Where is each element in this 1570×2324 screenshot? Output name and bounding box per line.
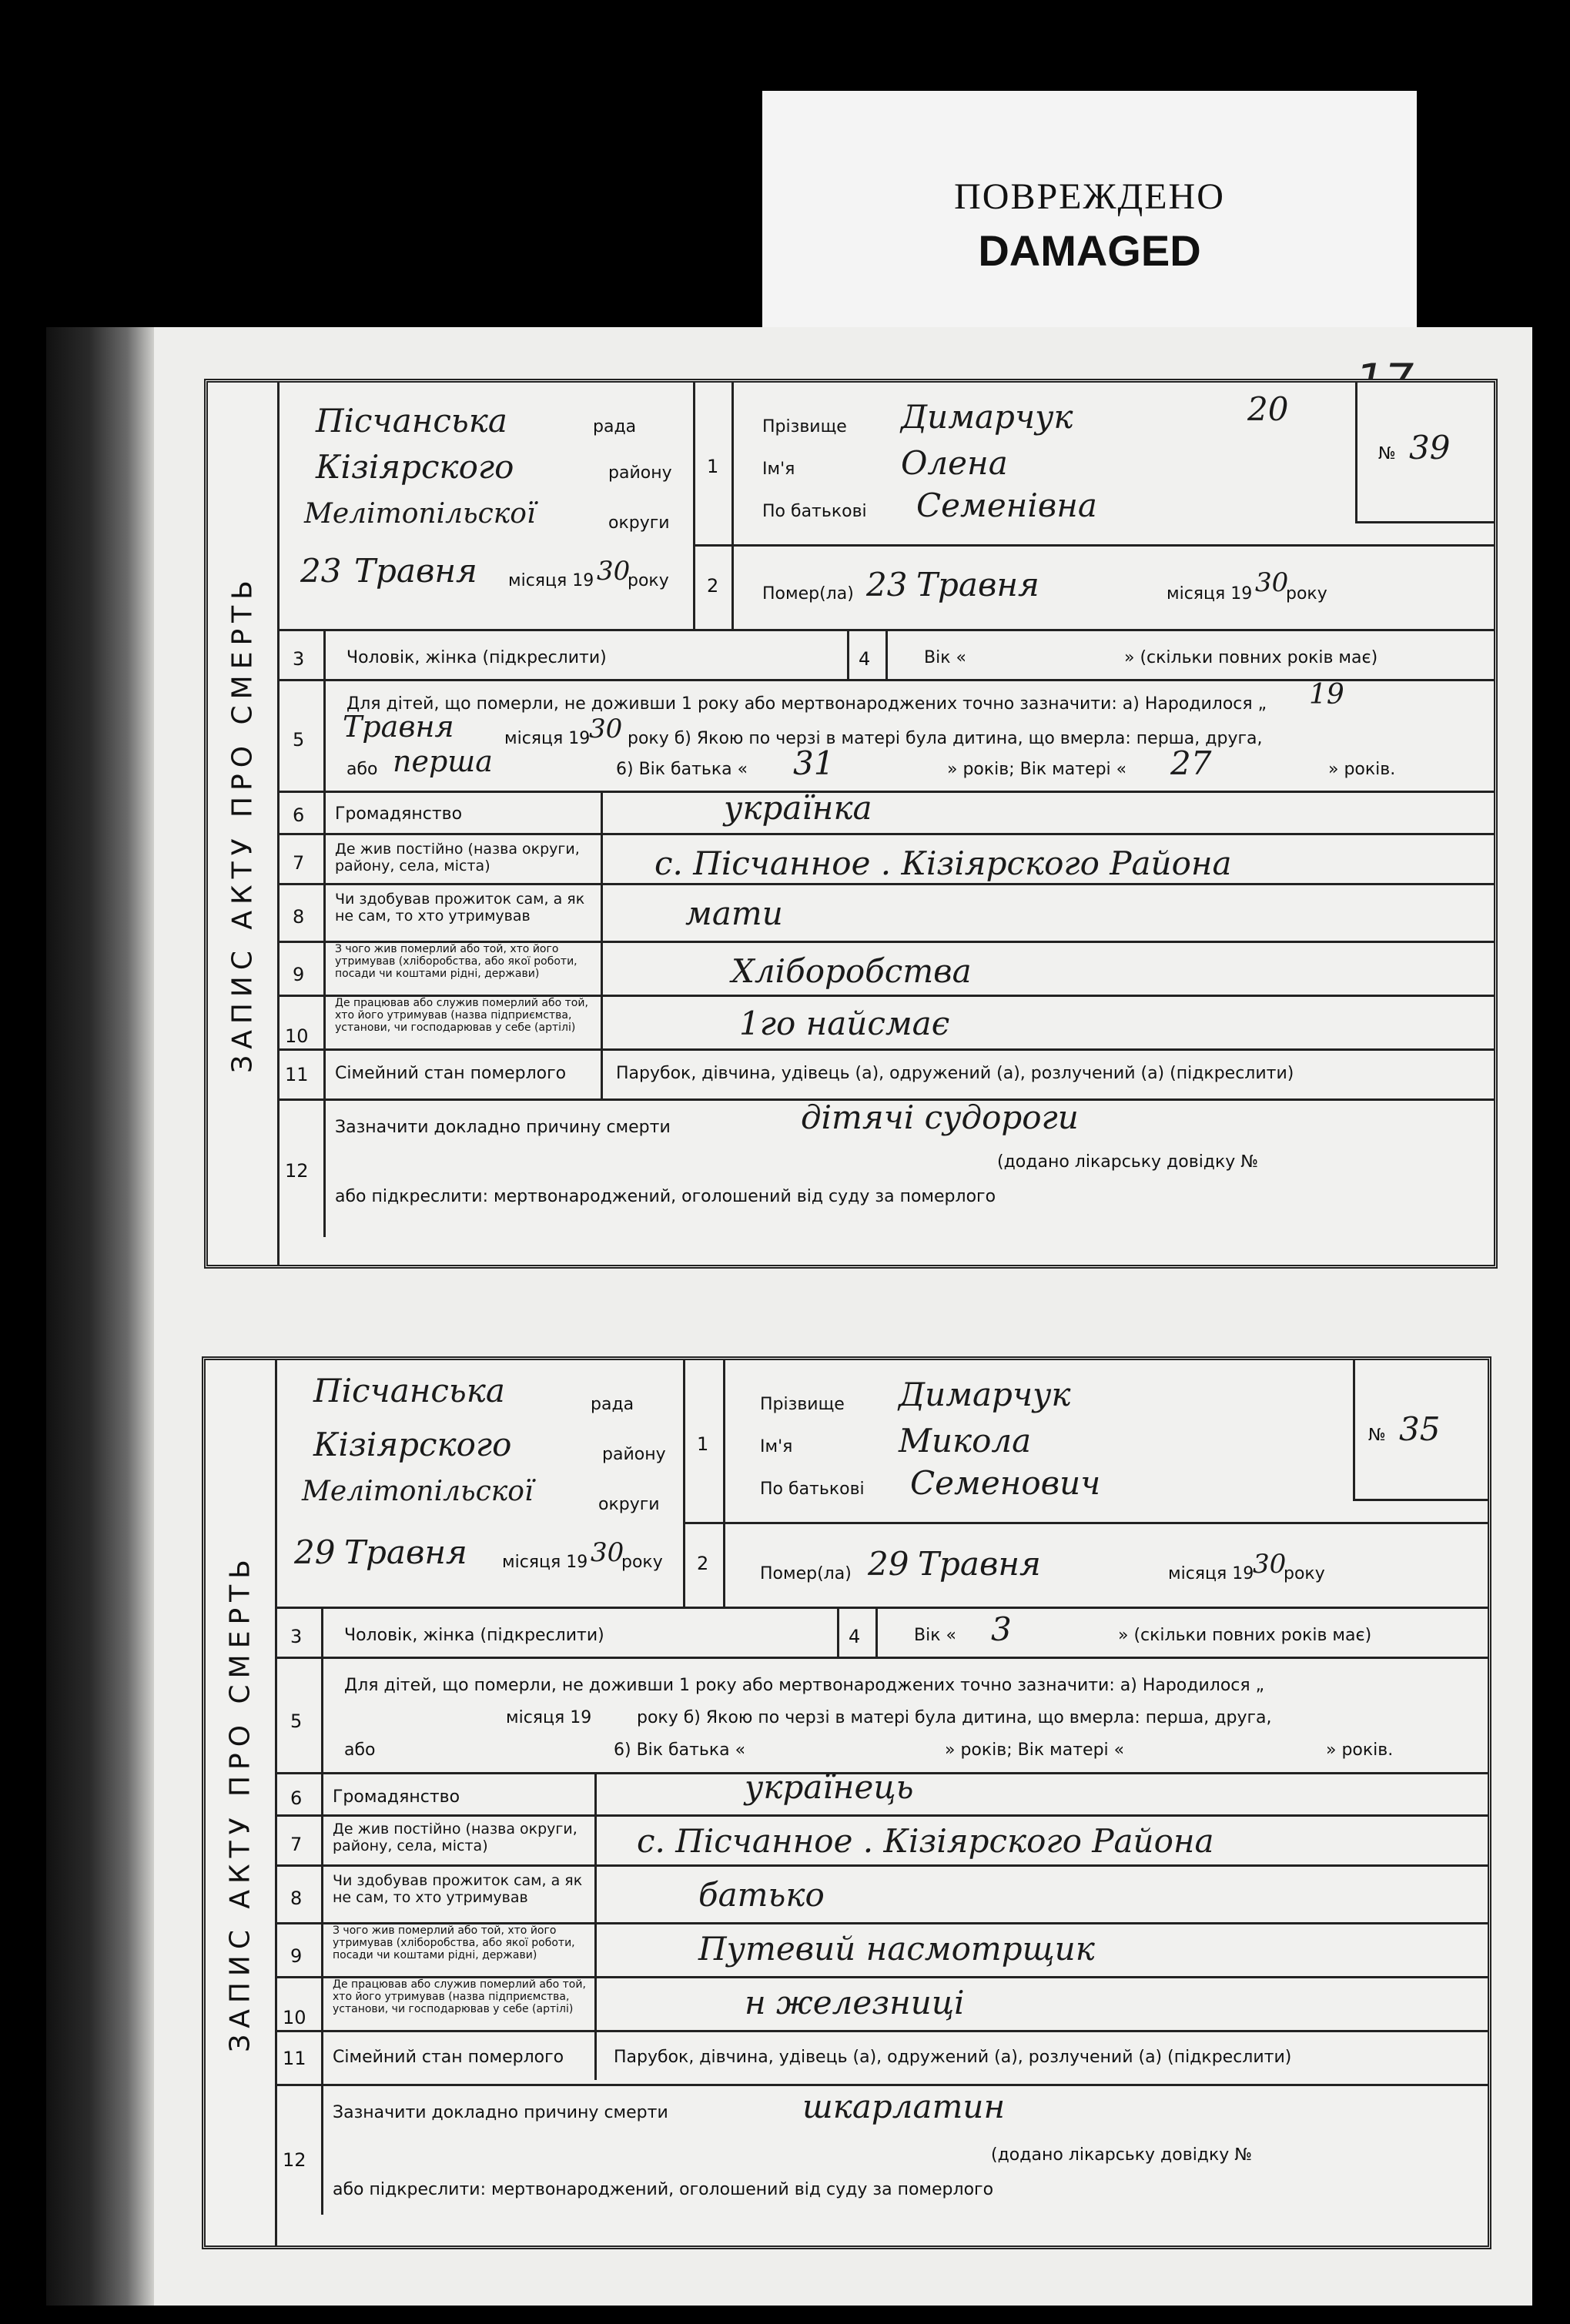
cause-value: дітячі судороги: [801, 1098, 1079, 1136]
number-extra: 20: [1247, 390, 1289, 428]
row5-or: або: [344, 1740, 376, 1760]
father-age-label: 6) Вік батька «: [614, 1740, 746, 1760]
damaged-label-ru: ПОВРЕЖДЕНО: [954, 176, 1225, 217]
employer-label: Де працював або служив померлий або той, хто його утримував (назва підприємства, установи, чи господарював у себе (артілі): [333, 1978, 586, 2015]
raion-label: району: [608, 463, 672, 483]
died-label: Помер(ла): [760, 1564, 852, 1583]
residence-label: Де жив постійно (назва округи, району, села, міста): [333, 1821, 577, 1854]
mother-age-label: » років; Вік матері «: [945, 1740, 1125, 1760]
name-label: Ім'я: [760, 1437, 793, 1456]
age-end: » (скільки повних років має): [1118, 1626, 1372, 1645]
damaged-label: [762, 91, 1417, 337]
damaged-edge: [46, 327, 154, 2306]
surname-value: Димарчук: [899, 1376, 1071, 1413]
row5-line2b: року б) Якою по черзі в матері була дитина, що вмерла: перша, друга,: [628, 729, 1263, 748]
death-day: 23: [866, 566, 908, 604]
cause-label: Зазначити докладно причину смерти: [335, 1118, 671, 1137]
mother-age: 27: [1170, 744, 1212, 782]
reg-day: 29: [294, 1533, 336, 1571]
name-value: Микола: [899, 1422, 1032, 1460]
born-day: 19: [1309, 679, 1344, 711]
family-status-label: Сімейний стан померлого: [333, 2048, 564, 2067]
reg-month: Травня: [344, 1533, 467, 1571]
employer-value: 1го найсмає: [739, 1005, 950, 1042]
rada-label: рада: [591, 1395, 634, 1414]
number-label: №: [1378, 444, 1396, 463]
livelihood-label: Чи здобував прожиток сам, а як не сам, то хто утримував: [333, 1872, 583, 1906]
mother-age-label: » років; Вік матері «: [947, 760, 1127, 779]
side-title: ЗАПИС АКТУ ПРО СМЕРТЬ: [226, 574, 259, 1073]
reg-month-label: місяця 19: [508, 571, 594, 590]
row5-or: або: [346, 760, 378, 779]
patronymic-label: По батькові: [762, 502, 867, 521]
livelihood-value: батько: [698, 1876, 825, 1914]
number-label: №: [1368, 1426, 1386, 1445]
surname-label: Прізвище: [762, 417, 847, 436]
died-label: Помер(ла): [762, 584, 854, 604]
reg-month-label: місяця 19: [502, 1553, 588, 1572]
cause-note: (додано лікарську довідку №: [991, 2145, 1253, 2165]
death-month: Травня: [916, 566, 1039, 604]
row5-line2b: року б) Якою по черзі в матері була дитина, що вмерла: перша, друга,: [637, 1708, 1272, 1727]
age-label: Вік «: [924, 648, 966, 667]
row5-line2: місяця 19: [506, 1708, 592, 1727]
death-record-2: ЗАПИС АКТУ ПРО СМЕРТЬ 1 2 Пісчанська рада Кізіярского району Мелітопільскої округи 29 Травня місяця 19 30 року Прізвище Димарчук Ім'я Микола По батькові Семенович № 35 Помер(ла) 29 Травня місяця 19 30 року 3 Чоловік, жінка (підкреслити) 4 Вік « 3 » (скільки повних років має) 5 Для дітей, що померли, не доживши 1 року або мертвонароджених точно зазначити: а) Народилося „ місяця 19 року б) Якою по черзі в матері була дитина, що вмерла: перша, друга, або 6) Вік батька « » років; Вік матері « » років. 6 Громадянство українець 7 Де жив постійно (назва округи, району, села, міста) с. Пісчанное . Кізіярского Района 8 Чи здобував прожиток сам, а як не сам, то хто утримував батько 9 З чого жив померлий або той, хто його утримував (хліборобства, або якої роботи, посади чи коштами рідні, держави) Путевий насмотрщик 10 Де працював або служив померлий або той, хто його утримував (назва підприємства, установи, чи господарював у себе (артілі) н железниці 11 Сімейний стан померлого Парубок, дівчина, удівець (а), одружений (а), розлучений (а) (підкреслити) 12 Зазначити докладно причину смерти шкарлатин (додано лікарську довідку № або підкреслити: мертвонароджений, оголошений від суду за померлого: [202, 1356, 1491, 2249]
sex-label: Чоловік, жінка (підкреслити): [346, 648, 607, 667]
name-label: Ім'я: [762, 460, 795, 479]
employer-value: н железниці: [745, 1984, 965, 2021]
cause-note: (додано лікарську довідку №: [997, 1152, 1259, 1172]
reg-month: Травня: [354, 552, 477, 590]
cause-label: Зазначити докладно причину смерти: [333, 2103, 668, 2122]
years-suffix: » років.: [1328, 760, 1396, 779]
death-month: Травня: [918, 1545, 1041, 1583]
death-year-suffix: року: [1286, 584, 1327, 604]
okruh-label: округи: [598, 1495, 660, 1514]
source-value: Хліборобства: [731, 952, 972, 990]
reg-year: 30: [597, 556, 631, 587]
source-value: Путевий насмотрщик: [698, 1930, 1095, 1968]
age-value: 3: [991, 1610, 1012, 1648]
death-year: 30: [1255, 567, 1289, 598]
record-number: 39: [1409, 429, 1451, 466]
rada-value: Пісчанська: [316, 402, 507, 440]
born-year: 30: [589, 714, 623, 744]
age-end: » (скільки повних років має): [1124, 648, 1378, 667]
okruh-value: Мелітопільскої: [302, 1476, 534, 1507]
side-title: ЗАПИС АКТУ ПРО СМЕРТЬ: [224, 1553, 256, 2052]
death-record-1: ЗАПИС АКТУ ПРО СМЕРТЬ 1 2 Пісчанська рада Кізіярского району Мелітопільскої округи 23 Травня місяця 19 30 року Прізвище Димарчук 20 Ім'я Олена По батькові Семенівна № 39 Помер(ла) 23 Травня місяця 19 30 року 3 Чоловік, жінка (підкреслити) 4 Вік « » (скільки повних років має) 5 Для дітей, що померли, не доживши 1 року або мертвонароджених точно зазначити: а) Народилося „ 19 Травня місяця 19 30 року б) Якою по черзі в матері була дитина, що вмерла: перша, друга, або першa 6) Вік батька « 31 » років; Вік матері « 27 » років. 6 Громадянство українка 7 Де жив постійно (назва округи, району, села, міста) с. Пісчанное . Кізіярского Района 8 Чи здобував прожиток сам, а як не сам, то хто утримував мати 9 З чого жив померлий або той, хто його утримував (хліборобства, або якої роботи, посади чи коштами рідні, держави) Хліборобства 10 Де працював або служив померлий або той, хто його утримував (назва підприємства, установи, чи господарював у себе (артілі) 1го найсмає 11 Сімейний стан померлого Парубок, дівчина, удівець (а), одружений (а), розлучений (а) (підкреслити) 12 Зазначити докладно причину смерти дітячі судороги (додано лікарську довідку № або підкреслити: мертвонароджений, оголошений від суду за померлого: [204, 379, 1498, 1269]
father-age-label: 6) Вік батька «: [616, 760, 748, 779]
source-label: З чого жив померлий або той, хто його утримував (хліборобства, або якої роботи, посади чи коштами рідні, держави): [335, 943, 577, 980]
reg-year-label: року: [621, 1553, 663, 1572]
citizenship-value: українка: [724, 789, 872, 827]
death-day: 29: [868, 1545, 909, 1583]
patronymic-value: Семенович: [910, 1464, 1101, 1502]
side-title-box: [208, 383, 280, 1265]
family-status-label: Сімейний стан померлого: [335, 1064, 567, 1083]
age-label: Вік «: [914, 1626, 956, 1645]
sex-label: Чоловік, жінка (підкреслити): [344, 1626, 604, 1645]
cause-value: шкарлатин: [802, 2088, 1006, 2125]
row5-line1: Для дітей, що померли, не доживши 1 року або мертвонароджених точно зазначити: а) Народилося „: [344, 1676, 1265, 1695]
reg-year: 30: [591, 1537, 624, 1568]
raion-value: Кізіярского: [313, 1426, 512, 1463]
rada-label: рада: [593, 417, 637, 436]
cause-or: або підкреслити: мертвонароджений, оголошений від суду за померлого: [335, 1187, 996, 1206]
family-status-options: Парубок, дівчина, удівець (а), одружений (а), розлучений (а) (підкреслити): [616, 1064, 1294, 1083]
okruh-value: Мелітопільскої: [304, 498, 536, 530]
row5-line1: Для дітей, що померли, не доживши 1 року або мертвонароджених точно зазначити: а) Народилося „: [346, 694, 1267, 714]
name-value: Олена: [901, 444, 1008, 482]
reg-day: 23: [300, 552, 342, 590]
surname-label: Прізвище: [760, 1395, 845, 1414]
years-suffix: » років.: [1326, 1740, 1394, 1760]
livelihood-label: Чи здобував прожиток сам, а як не сам, то хто утримував: [335, 891, 585, 925]
family-status-options: Парубок, дівчина, удівець (а), одружений (а), розлучений (а) (підкреслити): [614, 2048, 1292, 2067]
patronymic-label: По батькові: [760, 1480, 865, 1499]
raion-label: району: [602, 1445, 666, 1464]
death-year: 30: [1253, 1549, 1287, 1580]
citizenship-value: українець: [745, 1768, 914, 1806]
residence-value: с. Пісчанное . Кізіярского Района: [637, 1822, 1214, 1860]
death-year-suffix: року: [1284, 1564, 1325, 1583]
reg-year-label: року: [628, 571, 669, 590]
source-label: З чого жив померлий або той, хто його утримував (хліборобства, або якої роботи, посади чи коштами рідні, держави): [333, 1924, 575, 1961]
citizenship-label: Громадянство: [335, 804, 463, 824]
citizenship-label: Громадянство: [333, 1787, 460, 1807]
livelihood-value: мати: [685, 894, 783, 932]
side-title-box: [206, 1360, 277, 2245]
patronymic-value: Семенівна: [916, 487, 1097, 524]
death-year-label: місяця 19: [1167, 584, 1253, 604]
raion-value: Кізіярского: [316, 448, 514, 486]
residence-label: Де жив постійно (назва округи, району, села, міста): [335, 841, 580, 874]
row5-line2: місяця 19: [504, 729, 591, 748]
employer-label: Де працював або служив померлий або той, хто його утримував (назва підприємства, установи, чи господарював у себе (артілі): [335, 997, 588, 1034]
residence-value: с. Пісчанное . Кізіярского Района: [654, 844, 1232, 882]
father-age: 31: [793, 744, 835, 782]
rada-value: Пісчанська: [313, 1372, 505, 1409]
born-month: Травня: [343, 710, 454, 744]
record-number: 35: [1399, 1410, 1441, 1448]
surname-value: Димарчук: [901, 398, 1073, 436]
cause-or: або підкреслити: мертвонароджений, оголошений від суду за померлого: [333, 2180, 994, 2199]
damaged-label-en: DAMAGED: [978, 226, 1201, 275]
birth-order: першa: [393, 744, 493, 778]
okruh-label: округи: [608, 513, 670, 533]
death-year-label: місяця 19: [1168, 1564, 1254, 1583]
